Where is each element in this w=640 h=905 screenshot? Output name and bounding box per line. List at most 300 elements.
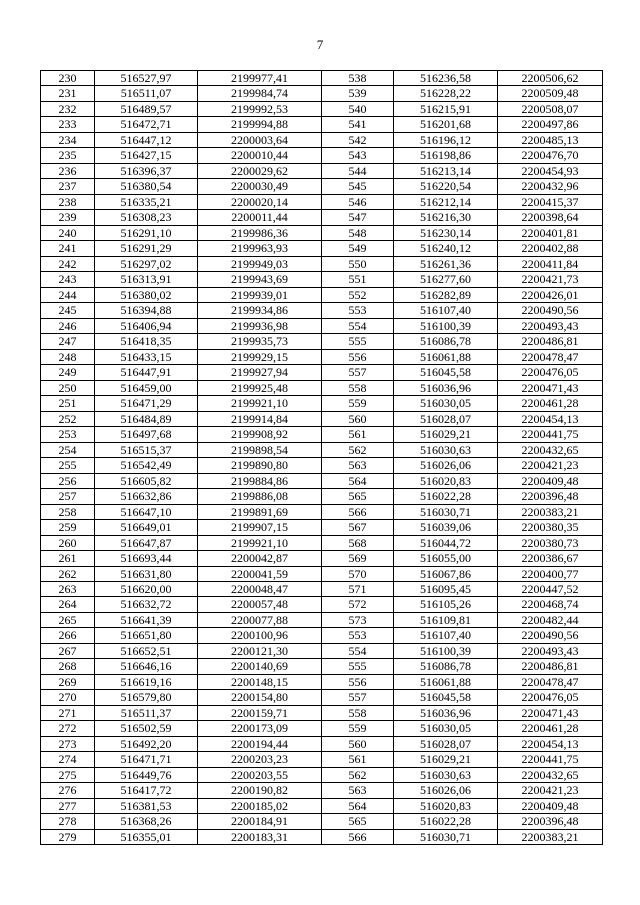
x-coordinate-left: 516511,37 [95,705,198,720]
x-coordinate-right: 516061,88 [394,674,498,689]
x-coordinate-left: 516693,44 [95,551,198,566]
table-row [41,318,603,333]
point-number-right: 544 [322,163,394,178]
y-coordinate-left: 2199914,84 [198,411,322,426]
y-coordinate-right: 2200441,75 [498,427,603,442]
point-number-left: 274 [41,752,95,767]
x-coordinate-right: 516282,89 [394,287,498,302]
point-number-right: 552 [322,287,394,302]
x-coordinate-right: 516030,05 [394,721,498,736]
x-coordinate-left: 516394,88 [95,303,198,318]
x-coordinate-left: 516396,37 [95,163,198,178]
x-coordinate-left: 516632,72 [95,597,198,612]
x-coordinate-right: 516036,96 [394,705,498,720]
point-number-right: 561 [322,427,394,442]
x-coordinate-right: 516198,86 [394,148,498,163]
y-coordinate-left: 2199929,15 [198,349,322,364]
x-coordinate-left: 516649,01 [95,520,198,535]
point-number-right: 571 [322,581,394,596]
point-number-left: 269 [41,674,95,689]
y-coordinate-left: 2199986,36 [198,225,322,240]
y-coordinate-left: 2200100,96 [198,628,322,643]
y-coordinate-left: 2199994,88 [198,117,322,132]
x-coordinate-right: 516215,91 [394,101,498,116]
x-coordinate-right: 516036,96 [394,380,498,395]
x-coordinate-right: 516109,81 [394,612,498,627]
x-coordinate-left: 516647,10 [95,504,198,519]
point-number-left: 241 [41,241,95,256]
point-number-right: 563 [322,458,394,473]
x-coordinate-right: 516028,07 [394,736,498,751]
y-coordinate-right: 2200398,64 [498,210,603,225]
table-row [41,690,603,705]
x-coordinate-left: 516291,10 [95,225,198,240]
table-row [41,210,603,225]
point-number-left: 266 [41,628,95,643]
y-coordinate-right: 2200478,47 [498,349,603,364]
x-coordinate-left: 516651,80 [95,628,198,643]
y-coordinate-right: 2200380,73 [498,535,603,550]
y-coordinate-right: 2200411,84 [498,256,603,271]
y-coordinate-right: 2200454,13 [498,736,603,751]
table-row [41,427,603,442]
point-number-right: 558 [322,705,394,720]
y-coordinate-left: 2199984,74 [198,86,322,101]
point-number-right: 565 [322,814,394,829]
x-coordinate-right: 516045,58 [394,365,498,380]
point-number-right: 548 [322,225,394,240]
y-coordinate-right: 2200461,28 [498,721,603,736]
point-number-right: 556 [322,349,394,364]
y-coordinate-right: 2200493,43 [498,318,603,333]
x-coordinate-left: 516527,97 [95,71,198,86]
x-coordinate-right: 516030,71 [394,504,498,519]
y-coordinate-right: 2200432,65 [498,767,603,782]
table-row [41,597,603,612]
y-coordinate-right: 2200383,21 [498,829,603,844]
x-coordinate-right: 516220,54 [394,179,498,194]
y-coordinate-right: 2200493,43 [498,643,603,658]
table-row [41,783,603,798]
y-coordinate-right: 2200454,13 [498,411,603,426]
point-number-left: 240 [41,225,95,240]
point-number-right: 558 [322,380,394,395]
y-coordinate-left: 2200077,88 [198,612,322,627]
point-number-left: 235 [41,148,95,163]
point-number-right: 545 [322,179,394,194]
y-coordinate-right: 2200415,37 [498,194,603,209]
y-coordinate-right: 2200396,48 [498,814,603,829]
table-row [41,86,603,101]
x-coordinate-right: 516086,78 [394,334,498,349]
point-number-right: 564 [322,473,394,488]
x-coordinate-left: 516620,00 [95,581,198,596]
x-coordinate-left: 516313,91 [95,272,198,287]
x-coordinate-right: 516039,06 [394,520,498,535]
x-coordinate-left: 516511,07 [95,86,198,101]
table-row [41,303,603,318]
x-coordinate-left: 516297,02 [95,256,198,271]
y-coordinate-left: 2199925,48 [198,380,322,395]
y-coordinate-right: 2200401,81 [498,225,603,240]
y-coordinate-right: 2200409,48 [498,473,603,488]
x-coordinate-left: 516632,86 [95,489,198,504]
x-coordinate-left: 516417,72 [95,783,198,798]
table-row [41,241,603,256]
point-number-right: 555 [322,659,394,674]
table-row [41,566,603,581]
y-coordinate-left: 2199935,73 [198,334,322,349]
y-coordinate-right: 2200486,81 [498,334,603,349]
y-coordinate-right: 2200402,88 [498,241,603,256]
point-number-right: 560 [322,411,394,426]
point-number-right: 557 [322,365,394,380]
x-coordinate-right: 516212,14 [394,194,498,209]
point-number-left: 270 [41,690,95,705]
point-number-right: 551 [322,272,394,287]
y-coordinate-left: 2199943,69 [198,272,322,287]
x-coordinate-left: 516447,12 [95,132,198,147]
table-row [41,225,603,240]
x-coordinate-right: 516201,68 [394,117,498,132]
point-number-left: 273 [41,736,95,751]
y-coordinate-right: 2200497,86 [498,117,603,132]
point-number-left: 239 [41,210,95,225]
point-number-right: 570 [322,566,394,581]
table-row [41,535,603,550]
point-number-left: 265 [41,612,95,627]
y-coordinate-left: 2199891,69 [198,504,322,519]
x-coordinate-right: 516228,22 [394,86,498,101]
x-coordinate-right: 516022,28 [394,489,498,504]
table-row [41,520,603,535]
point-number-right: 555 [322,334,394,349]
point-number-right: 559 [322,396,394,411]
x-coordinate-right: 516028,07 [394,411,498,426]
y-coordinate-right: 2200441,75 [498,752,603,767]
point-number-right: 559 [322,721,394,736]
y-coordinate-left: 2199907,15 [198,520,322,535]
table-row [41,334,603,349]
point-number-right: 553 [322,628,394,643]
x-coordinate-right: 516030,05 [394,396,498,411]
table-row [41,256,603,271]
point-number-right: 538 [322,71,394,86]
x-coordinate-left: 516459,00 [95,380,198,395]
y-coordinate-right: 2200396,48 [498,489,603,504]
y-coordinate-left: 2200184,91 [198,814,322,829]
y-coordinate-right: 2200461,28 [498,396,603,411]
y-coordinate-left: 2200183,31 [198,829,322,844]
table-row [41,721,603,736]
x-coordinate-left: 516449,76 [95,767,198,782]
point-number-right: 542 [322,132,394,147]
point-number-right: 560 [322,736,394,751]
point-number-right: 566 [322,504,394,519]
point-number-left: 255 [41,458,95,473]
x-coordinate-right: 516100,39 [394,643,498,658]
y-coordinate-left: 2200057,48 [198,597,322,612]
x-coordinate-right: 516045,58 [394,690,498,705]
table-row [41,380,603,395]
point-number-right: 553 [322,303,394,318]
y-coordinate-left: 2199898,54 [198,442,322,457]
x-coordinate-left: 516647,87 [95,535,198,550]
point-number-left: 251 [41,396,95,411]
y-coordinate-right: 2200421,23 [498,458,603,473]
table-row [41,489,603,504]
x-coordinate-right: 516061,88 [394,349,498,364]
x-coordinate-left: 516308,23 [95,210,198,225]
y-coordinate-left: 2200121,30 [198,643,322,658]
x-coordinate-left: 516489,57 [95,101,198,116]
table-row [41,798,603,813]
point-number-left: 271 [41,705,95,720]
coordinates-table-body [41,71,603,845]
page-number: 7 [316,37,324,52]
table-row [41,829,603,844]
x-coordinate-left: 516368,26 [95,814,198,829]
table-row [41,736,603,751]
point-number-left: 233 [41,117,95,132]
y-coordinate-right: 2200421,73 [498,272,603,287]
y-coordinate-left: 2199963,93 [198,241,322,256]
y-coordinate-left: 2199921,10 [198,535,322,550]
point-number-left: 236 [41,163,95,178]
x-coordinate-left: 516579,80 [95,690,198,705]
y-coordinate-left: 2199949,03 [198,256,322,271]
y-coordinate-left: 2200003,64 [198,132,322,147]
x-coordinate-left: 516502,59 [95,721,198,736]
table-row [41,148,603,163]
y-coordinate-right: 2200471,43 [498,380,603,395]
y-coordinate-left: 2200203,23 [198,752,322,767]
table-row [41,504,603,519]
table-row [41,473,603,488]
point-number-left: 276 [41,783,95,798]
x-coordinate-right: 516020,83 [394,798,498,813]
y-coordinate-right: 2200476,05 [498,690,603,705]
table-row [41,132,603,147]
table-row [41,349,603,364]
y-coordinate-right: 2200432,65 [498,442,603,457]
y-coordinate-left: 2199936,98 [198,318,322,333]
x-coordinate-right: 516029,21 [394,752,498,767]
point-number-left: 230 [41,71,95,86]
point-number-left: 261 [41,551,95,566]
y-coordinate-left: 2200154,80 [198,690,322,705]
y-coordinate-right: 2200447,52 [498,581,603,596]
table-row [41,179,603,194]
point-number-left: 257 [41,489,95,504]
x-coordinate-left: 516472,71 [95,117,198,132]
x-coordinate-left: 516380,54 [95,179,198,194]
x-coordinate-right: 516236,58 [394,71,498,86]
point-number-right: 543 [322,148,394,163]
y-coordinate-right: 2200432,96 [498,179,603,194]
table-row [41,705,603,720]
y-coordinate-right: 2200476,70 [498,148,603,163]
x-coordinate-right: 516029,21 [394,427,498,442]
point-number-right: 554 [322,643,394,658]
x-coordinate-left: 516631,80 [95,566,198,581]
y-coordinate-right: 2200471,43 [498,705,603,720]
point-number-left: 248 [41,349,95,364]
x-coordinate-left: 516515,37 [95,442,198,457]
point-number-right: 541 [322,117,394,132]
x-coordinate-left: 516492,20 [95,736,198,751]
x-coordinate-right: 516240,12 [394,241,498,256]
y-coordinate-right: 2200454,93 [498,163,603,178]
x-coordinate-right: 516216,30 [394,210,498,225]
y-coordinate-left: 2199908,92 [198,427,322,442]
point-number-right: 563 [322,783,394,798]
table-row [41,396,603,411]
point-number-right: 540 [322,101,394,116]
y-coordinate-left: 2200203,55 [198,767,322,782]
y-coordinate-right: 2200482,44 [498,612,603,627]
point-number-right: 566 [322,829,394,844]
x-coordinate-left: 516433,15 [95,349,198,364]
y-coordinate-right: 2200476,05 [498,365,603,380]
table-row [41,612,603,627]
x-coordinate-right: 516030,63 [394,442,498,457]
y-coordinate-right: 2200490,56 [498,628,603,643]
x-coordinate-left: 516380,02 [95,287,198,302]
point-number-left: 267 [41,643,95,658]
x-coordinate-left: 516471,29 [95,396,198,411]
x-coordinate-right: 516105,26 [394,597,498,612]
y-coordinate-left: 2199939,01 [198,287,322,302]
x-coordinate-right: 516277,60 [394,272,498,287]
point-number-left: 242 [41,256,95,271]
y-coordinate-left: 2200194,44 [198,736,322,751]
y-coordinate-left: 2200173,09 [198,721,322,736]
x-coordinate-right: 516030,71 [394,829,498,844]
point-number-right: 557 [322,690,394,705]
point-number-right: 561 [322,752,394,767]
y-coordinate-right: 2200380,35 [498,520,603,535]
x-coordinate-left: 516427,15 [95,148,198,163]
table-row [41,659,603,674]
y-coordinate-left: 2199884,86 [198,473,322,488]
x-coordinate-left: 516418,35 [95,334,198,349]
y-coordinate-right: 2200508,07 [498,101,603,116]
point-number-right: 547 [322,210,394,225]
point-number-left: 253 [41,427,95,442]
x-coordinate-right: 516107,40 [394,628,498,643]
table-row [41,272,603,287]
x-coordinate-left: 516471,71 [95,752,198,767]
point-number-left: 231 [41,86,95,101]
x-coordinate-right: 516044,72 [394,535,498,550]
table-row [41,163,603,178]
x-coordinate-right: 516230,14 [394,225,498,240]
point-number-left: 268 [41,659,95,674]
table-row [41,71,603,86]
table-row [41,458,603,473]
y-coordinate-left: 2200020,14 [198,194,322,209]
y-coordinate-right: 2200426,01 [498,287,603,302]
table-row [41,117,603,132]
x-coordinate-right: 516213,14 [394,163,498,178]
point-number-left: 262 [41,566,95,581]
y-coordinate-left: 2200148,15 [198,674,322,689]
x-coordinate-left: 516335,21 [95,194,198,209]
y-coordinate-right: 2200478,47 [498,674,603,689]
x-coordinate-left: 516605,82 [95,473,198,488]
y-coordinate-right: 2200383,21 [498,504,603,519]
x-coordinate-left: 516381,53 [95,798,198,813]
point-number-left: 234 [41,132,95,147]
y-coordinate-left: 2200140,69 [198,659,322,674]
table-row [41,194,603,209]
y-coordinate-left: 2200190,82 [198,783,322,798]
point-number-left: 277 [41,798,95,813]
y-coordinate-left: 2199927,94 [198,365,322,380]
y-coordinate-right: 2200409,48 [498,798,603,813]
table-row [41,551,603,566]
y-coordinate-right: 2200386,67 [498,551,603,566]
point-number-left: 250 [41,380,95,395]
x-coordinate-left: 516291,29 [95,241,198,256]
x-coordinate-left: 516652,51 [95,643,198,658]
coordinates-table [40,70,603,845]
y-coordinate-left: 2200010,44 [198,148,322,163]
x-coordinate-right: 516030,63 [394,767,498,782]
point-number-left: 256 [41,473,95,488]
point-number-right: 539 [322,86,394,101]
point-number-right: 562 [322,767,394,782]
x-coordinate-left: 516447,91 [95,365,198,380]
x-coordinate-right: 516055,00 [394,551,498,566]
y-coordinate-right: 2200486,81 [498,659,603,674]
table-row [41,767,603,782]
y-coordinate-left: 2199934,86 [198,303,322,318]
x-coordinate-left: 516619,16 [95,674,198,689]
point-number-right: 568 [322,535,394,550]
table-row [41,814,603,829]
point-number-right: 550 [322,256,394,271]
point-number-right: 569 [322,551,394,566]
point-number-left: 249 [41,365,95,380]
y-coordinate-right: 2200509,48 [498,86,603,101]
y-coordinate-right: 2200506,62 [498,71,603,86]
x-coordinate-left: 516646,16 [95,659,198,674]
y-coordinate-left: 2200041,59 [198,566,322,581]
y-coordinate-left: 2200029,62 [198,163,322,178]
x-coordinate-right: 516261,36 [394,256,498,271]
point-number-left: 275 [41,767,95,782]
y-coordinate-right: 2200490,56 [498,303,603,318]
point-number-left: 243 [41,272,95,287]
point-number-left: 258 [41,504,95,519]
y-coordinate-left: 2200011,44 [198,210,322,225]
table-row [41,674,603,689]
point-number-left: 252 [41,411,95,426]
table-row [41,752,603,767]
table-row [41,365,603,380]
y-coordinate-left: 2199886,08 [198,489,322,504]
point-number-left: 260 [41,535,95,550]
point-number-left: 246 [41,318,95,333]
y-coordinate-right: 2200485,13 [498,132,603,147]
y-coordinate-left: 2199992,53 [198,101,322,116]
y-coordinate-right: 2200421,23 [498,783,603,798]
point-number-left: 279 [41,829,95,844]
point-number-right: 572 [322,597,394,612]
point-number-left: 272 [41,721,95,736]
